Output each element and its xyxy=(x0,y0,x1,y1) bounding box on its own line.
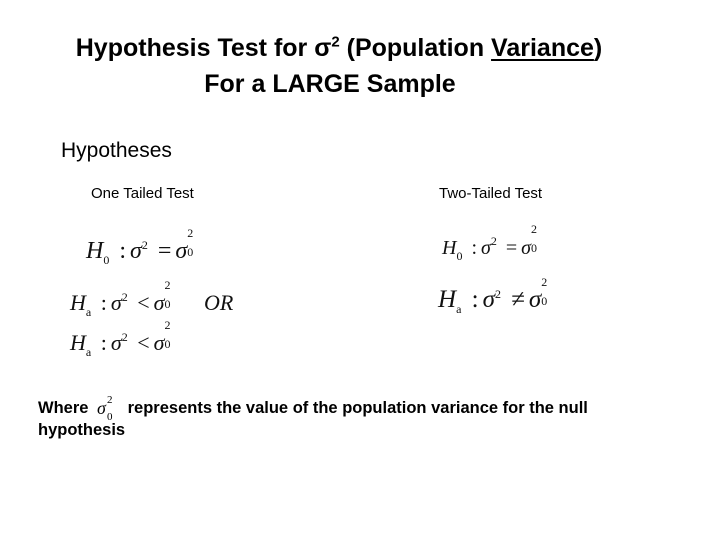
equals-sign: = xyxy=(157,238,172,264)
subscript-zero: 0 xyxy=(164,297,171,311)
sigma-zero-scripts xyxy=(164,278,176,311)
subscript-zero: 0 xyxy=(187,245,194,259)
title-underlined-word: Variance xyxy=(491,34,594,62)
superscript-two: 2 xyxy=(164,278,171,292)
superscript-two: 2 xyxy=(541,275,548,289)
superscript-two: 2 xyxy=(187,226,194,240)
superscript-two: 2 xyxy=(121,290,128,304)
sigma-symbol: σ xyxy=(153,330,165,355)
title-exponent: 2 xyxy=(331,33,340,51)
h-symbol: H xyxy=(70,330,86,355)
subscript-zero: 0 xyxy=(531,241,538,255)
title-text-end: ) xyxy=(593,34,603,62)
title-text-middle: (Population xyxy=(339,34,492,62)
h-symbol: H xyxy=(70,290,86,315)
h-symbol: H xyxy=(86,238,104,264)
sigma-zero-scripts xyxy=(187,226,199,259)
colon: : xyxy=(100,330,107,355)
sigma-symbol: σ xyxy=(528,286,542,313)
title-line-1 xyxy=(0,30,680,66)
less-than-sign: < xyxy=(137,330,150,355)
colon: : xyxy=(119,238,127,264)
sigma-null-symbol xyxy=(93,394,123,423)
sigma-zero-scripts xyxy=(164,318,176,351)
superscript-two: 2 xyxy=(141,238,148,252)
footnote-text: represents the value of the population variance for the null hypothesis xyxy=(38,399,588,439)
footnote xyxy=(38,394,678,441)
title-sigma: σ xyxy=(314,34,332,62)
subscript-zero: 0 xyxy=(164,337,171,351)
subscript-zero: 0 xyxy=(541,294,548,308)
sigma-zero-scripts xyxy=(531,222,543,255)
colon: : xyxy=(471,237,478,259)
two-tailed-label: Two-Tailed Test xyxy=(439,185,543,202)
not-equal-sign: ≠ xyxy=(511,286,525,313)
subscript-a: a xyxy=(85,345,92,359)
superscript-two: 2 xyxy=(490,234,497,248)
colon: : xyxy=(471,286,479,313)
hypotheses-heading: Hypotheses xyxy=(61,139,172,162)
one-tailed-null-hypothesis xyxy=(86,226,199,267)
one-tailed-alt-hypothesis-2 xyxy=(70,318,176,359)
title-line-2: For a LARGE Sample xyxy=(204,70,456,98)
sigma-symbol: σ xyxy=(482,286,495,313)
subscript-a: a xyxy=(456,302,462,316)
slide-title xyxy=(0,30,680,102)
subscript-zero: 0 xyxy=(103,253,110,267)
superscript-two: 2 xyxy=(164,318,171,332)
sigma-symbol: σ xyxy=(130,238,142,264)
sigma-symbol: σ xyxy=(97,398,106,418)
two-tailed-alt-hypothesis xyxy=(438,275,553,316)
sigma-symbol: σ xyxy=(481,237,491,259)
sigma-symbol: σ xyxy=(175,238,188,264)
equals-sign: = xyxy=(505,237,518,259)
subscript-a: a xyxy=(85,305,92,319)
sigma-zero-scripts xyxy=(541,275,553,308)
subscript-zero: 0 xyxy=(107,411,113,423)
superscript-two: 2 xyxy=(531,222,538,236)
sigma-symbol: σ xyxy=(153,290,165,315)
h-symbol: H xyxy=(442,237,457,259)
footnote-where: Where xyxy=(38,399,89,417)
sigma-symbol: σ xyxy=(521,237,532,259)
two-tailed-null-hypothesis xyxy=(442,222,543,263)
title-text-start: Hypothesis Test for xyxy=(75,34,315,62)
sigma-symbol: σ xyxy=(110,330,122,355)
superscript-two: 2 xyxy=(107,394,113,406)
superscript-two: 2 xyxy=(121,330,128,344)
colon: : xyxy=(100,290,107,315)
less-than-sign: < xyxy=(137,290,150,315)
sigma-symbol: σ xyxy=(110,290,122,315)
h-symbol: H xyxy=(438,286,457,313)
one-tailed-alt-hypothesis-1 xyxy=(70,278,234,319)
one-tailed-label: One Tailed Test xyxy=(91,185,194,202)
superscript-two: 2 xyxy=(494,287,501,301)
or-label: OR xyxy=(203,290,234,315)
subscript-zero: 0 xyxy=(456,249,463,263)
